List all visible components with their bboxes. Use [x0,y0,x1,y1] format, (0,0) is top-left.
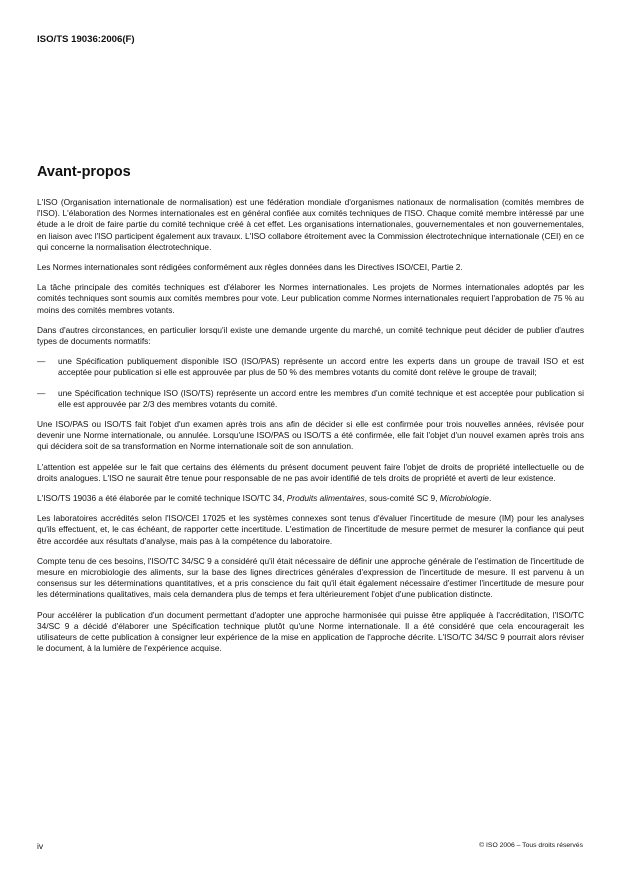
text: , sous-comité SC 9, [364,493,440,504]
paragraph: Pour accélérer la publication d'un document permettant d'adopter une approche harmonisée qui puisse être appliquée à l'accréditation, l'ISO/TC 34/SC 9 a décidé d'élaborer une Spécification technique plutôt qu'une Norme internationale. Il a été considéré que cela encouragerait les utilisateurs de cette publication à consigner leur expérience de la mise en application de l'approche décrite. L'ISO/TC 34/SC 9 pourrait alors réviser le document, à la lumière de l'expérience acquise. [37,609,584,654]
paragraph: L'ISO (Organisation internationale de normalisation) est une fédération mondiale d'organismes nationaux de normalisation (comités membres de l'ISO). L'élaboration des Normes internationales est en général confiée aux comités techniques de l'ISO. Chaque comité membre intéressé par une étude a le droit de faire partie du comité technique créé à cet effet. Les organisations internationales, gouvernementales et non gouvernementales, en liaison avec l'ISO participent également aux travaux. L'ISO collabore étroitement avec la Commission électrotechnique internationale (CEI) en ce qui concerne la normalisation électrotechnique. [37,197,584,252]
section-title: Avant-propos [37,164,131,180]
page-number: iv [37,841,44,851]
document-body [37,197,584,664]
paragraph: Les Normes internationales sont rédigées conformément aux règles données dans les Directives ISO/CEI, Partie 2. [37,262,463,273]
paragraph: L'attention est appelée sur le fait que certains des éléments du présent document peuvent faire l'objet de droits de propriété intellectuelle ou de droits analogues. L'ISO ne saurait être tenue pour responsable de ne pas avoir identifié de tels droits de propriété et averti de leur existence. [37,461,584,483]
paragraph: La tâche principale des comités techniques est d'élaborer les Normes internationales. Les projets de Normes internationales adoptés par les comités techniques sont soumis aux comités membres pour vote. Leur publication comme Normes internationales requiert l'approbation de 75 % au moins des comités membres votants. [37,282,584,315]
list-dash: — [37,356,46,367]
list-dash: — [37,387,46,398]
paragraph: Une ISO/PAS ou ISO/TS fait l'objet d'un examen après trois ans afin de décider si elle est confirmée pour trois nouvelles années, révisée pour devenir une Norme internationale, ou annulée. Lorsqu'une ISO/PAS ou ISO/TS a été confirmée, elle fait l'objet d'un nouvel examen après trois ans qui décidera soit de sa transformation en Norme internationale soit de son annulation. [37,419,584,452]
copyright-notice: © ISO 2006 – Tous droits réservés [479,842,583,849]
list-item [37,356,584,378]
text: L'ISO/TS 19036 a été élaborée par le comité technique ISO/TC 34, [37,493,287,504]
paragraph: Compte tenu de ces besoins, l'ISO/TC 34/SC 9 a considéré qu'il était nécessaire de définir une approche générale de l'estimation de l'incertitude de mesure en microbiologie des aliments, sur la base des lignes directrices générales d'expression de l'incertitude de mesure. Il est parvenu à un consensus sur les déterminations quantitatives, et a pris conscience du fait qu'il était également nécessaire d'estimer l'incertitude de mesure pour les déterminations qualitatives, mais cela demandera plus de temps et fera ultérieurement l'objet d'une publication distincte. [37,555,584,600]
list-item [37,388,584,410]
italic-text: Microbiologie [439,493,489,504]
paragraph: Dans d'autres circonstances, en particulier lorsqu'il existe une demande urgente du marché, un comité technique peut décider de publier d'autres types de documents normatifs: [37,324,584,347]
document-id-header: ISO/TS 19036:2006(F) [37,34,135,45]
text: . [488,493,492,504]
paragraph: Les laboratoires accrédités selon l'ISO/CEI 17025 et les systèmes connexes sont tenus d'évaluer l'incertitude de mesure (IM) pour les analyses qu'ils effectuent, et, le cas échéant, de rapporter cette incertitude. L'estimation de l'incertitude de mesure permet de mesurer la confiance qui peut être accordée aux résultats d'analyse, mais pas à la compétence du laboratoire. [37,513,584,546]
list-item-text: une Spécification publiquement disponible ISO (ISO/PAS) représente un accord entre les experts dans un groupe de travail ISO et est acceptée pour publication si elle est approuvée par plus de 50 % des membres votants du comité dont relève le groupe de travail; [58,356,584,378]
list-item-text: une Spécification technique ISO (ISO/TS) représente un accord entre les membres d'un comité technique et est acceptée pour publication si elle est approuvée par 2/3 des membres votants du comité. [58,387,584,409]
italic-text: Produits alimentaires [286,493,365,504]
paragraph [37,493,584,504]
